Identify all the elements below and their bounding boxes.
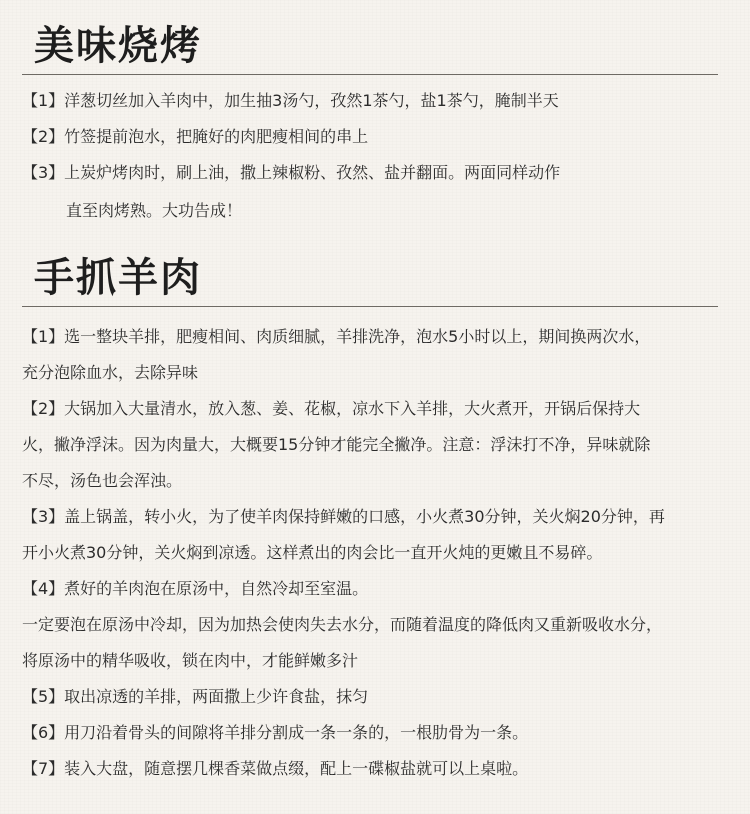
instruction-line: 【3】盖上锅盖，转小火，为了使羊肉保持鲜嫩的口感，小火煮30分钟，关火焖20分钟，再 (22, 507, 665, 526)
instruction-line: 【7】装入大盘，随意摆几棵香菜做点缀，配上一碟椒盐就可以上桌啦。 (22, 759, 529, 778)
instruction-line: 【2】大锅加入大量清水，放入葱、姜、花椒，凉水下入羊排，大火煮开，开锅后保持大 (22, 399, 641, 418)
instruction-line: 【5】取出凉透的羊排，两面撒上少许食盐，抹匀 (22, 687, 369, 706)
section-divider (22, 306, 718, 307)
instruction-line: 【2】竹签提前泡水，把腌好的肉肥瘦相间的串上 (22, 127, 369, 146)
instruction-line: 【6】用刀沿着骨头的间隙将羊排分割成一条一条的，一根肋骨为一条。 (22, 723, 529, 742)
instruction-line: 充分泡除血水，去除异味 (22, 363, 199, 382)
instruction-line: 直至肉烤熟。大功告成！ (66, 201, 243, 220)
instruction-line: 【1】选一整块羊排，肥瘦相间、肉质细腻，羊排洗净，泡水5小时以上，期间换两次水， (22, 327, 651, 346)
instruction-line: 【4】煮好的羊肉泡在原汤中，自然冷却至室温。 (22, 579, 369, 598)
section-header (0, 240, 750, 316)
section-header (0, 0, 750, 76)
instruction-line: 【3】上炭炉烤肉时，刷上油，撒上辣椒粉、孜然、盐并翻面。两面同样动作 (22, 163, 561, 182)
section-title: 美味烧烤 (34, 23, 202, 69)
instruction-line: 将原汤中的精华吸收，锁在肉中，才能鲜嫩多汁 (22, 651, 359, 670)
instruction-line: 【1】洋葱切丝加入羊肉中，加生抽3汤勺，孜然1茶勺，盐1茶勺，腌制半天 (22, 91, 559, 110)
instruction-line: 不尽，汤色也会浑浊。 (22, 471, 183, 490)
instruction-line: 一定要泡在原汤中冷却，因为加热会使肉失去水分，而随着温度的降低肉又重新吸收水分， (22, 615, 663, 634)
lamb-section (0, 240, 750, 778)
section-divider (22, 74, 718, 75)
instruction-line: 开小火煮30分钟，关火焖到凉透。这样煮出的肉会比一直开火炖的更嫩且不易碎。 (22, 543, 603, 562)
section-title: 手抓羊肉 (34, 255, 202, 301)
instruction-line: 火，撇净浮沫。因为肉量大，大概要15分钟才能完全撇净。注意：浮沫打不净，异味就除 (22, 435, 651, 454)
bbq-section (0, 0, 750, 220)
